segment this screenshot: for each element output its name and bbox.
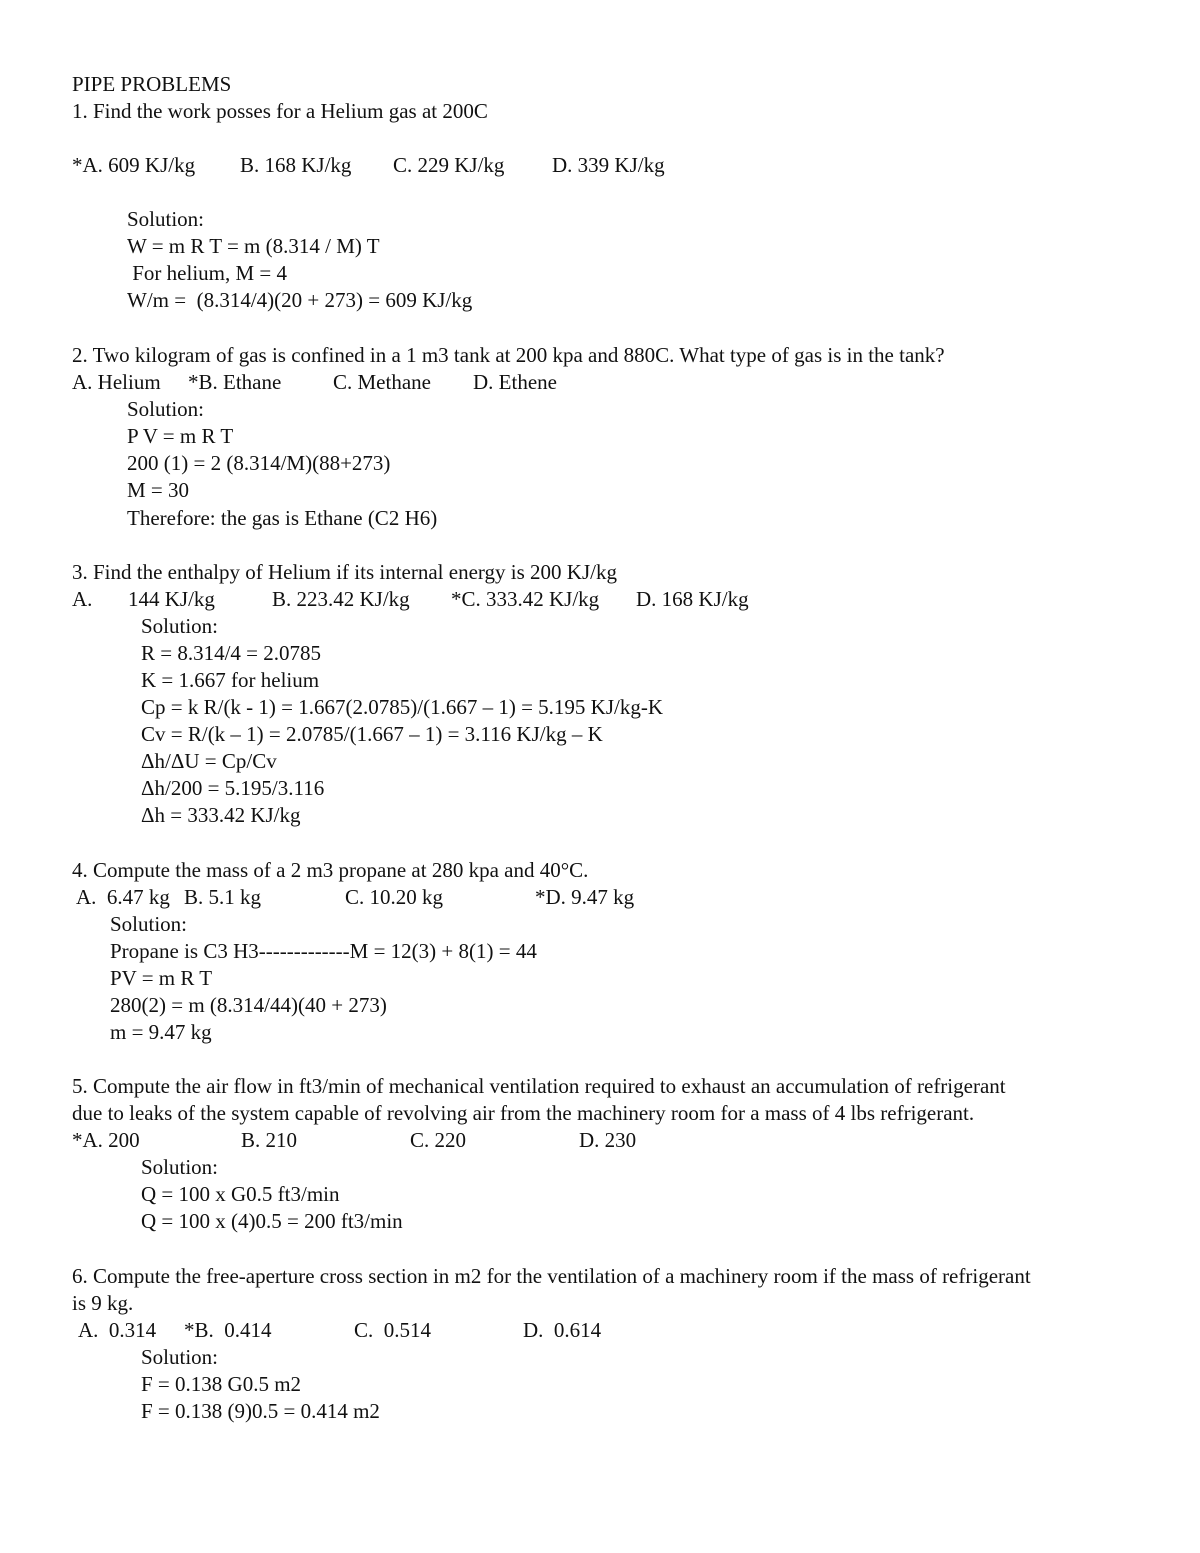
problem-1-solution-line: Solution: bbox=[127, 207, 205, 231]
problem-1-option-b: B. 168 KJ/kg bbox=[240, 153, 352, 177]
problem-2-option-d: D. Ethene bbox=[473, 370, 557, 394]
problem-2-option-a: A. Helium bbox=[72, 370, 161, 394]
problem-3-option-b: B. 223.42 KJ/kg bbox=[272, 587, 410, 611]
problem-6-option-c: C. 0.514 bbox=[354, 1318, 432, 1342]
problem-3-option-d: D. 168 KJ/kg bbox=[636, 587, 749, 611]
problem-4-solution-line: Propane is C3 H3-------------M = 12(3) + 8(1) = 44 bbox=[110, 939, 537, 963]
problem-3-option-a-label: A. bbox=[72, 587, 93, 611]
problem-1-solution-line: W/m = (8.314/4)(20 + 273) = 609 KJ/kg bbox=[127, 288, 473, 312]
problem-5-option-b: B. 210 bbox=[241, 1128, 298, 1152]
problem-6-question-line: is 9 kg. bbox=[72, 1291, 134, 1315]
page-title: PIPE PROBLEMS bbox=[72, 72, 232, 96]
problem-3-solution-line: Δh/ΔU = Cp/Cv bbox=[141, 749, 277, 773]
problem-4-solution-line: PV = m R T bbox=[110, 966, 213, 990]
problem-5-solution-line: Q = 100 x G0.5 ft3/min bbox=[141, 1182, 340, 1206]
problem-2-solution-line: Solution: bbox=[127, 397, 205, 421]
problem-5-option-d: D. 230 bbox=[579, 1128, 637, 1152]
problem-5-question-line: 5. Compute the air flow in ft3/min of mechanical ventilation required to exhaust an accumulation of refrigerant bbox=[72, 1074, 1006, 1098]
problem-1-solution-line: W = m R T = m (8.314 / M) T bbox=[127, 234, 380, 258]
problem-3-solution-line: K = 1.667 for helium bbox=[141, 668, 320, 692]
problem-3-solution-line: Cv = R/(k – 1) = 2.0785/(1.667 – 1) = 3.116 KJ/kg – K bbox=[141, 722, 603, 746]
problem-4-option-b: B. 5.1 kg bbox=[184, 885, 262, 909]
problem-2-question: 2. Two kilogram of gas is confined in a 1 m3 tank at 200 kpa and 880C. What type of gas is in the tank? bbox=[72, 343, 945, 367]
problem-4-solution-line: 280(2) = m (8.314/44)(40 + 273) bbox=[110, 993, 387, 1017]
problem-3-question: 3. Find the enthalpy of Helium if its internal energy is 200 KJ/kg bbox=[72, 560, 617, 584]
problem-3-solution-line: Solution: bbox=[141, 614, 219, 638]
problem-6-option-b: *B. 0.414 bbox=[184, 1318, 272, 1342]
problem-6-option-d: D. 0.614 bbox=[523, 1318, 602, 1342]
problem-4-solution-line: m = 9.47 kg bbox=[110, 1020, 212, 1044]
problem-4-option-c: C. 10.20 kg bbox=[345, 885, 444, 909]
problem-1-option-a: *A. 609 KJ/kg bbox=[72, 153, 196, 177]
problem-3-option-a: 144 KJ/kg bbox=[128, 587, 215, 611]
problem-6-solution-line: Solution: bbox=[141, 1345, 219, 1369]
problem-3-solution-line: Cp = k R/(k - 1) = 1.667(2.0785)/(1.667 – 1) = 5.195 KJ/kg-K bbox=[141, 695, 663, 719]
problem-6-question-line: 6. Compute the free-aperture cross section in m2 for the ventilation of a machinery room if the mass of refrigerant bbox=[72, 1264, 1031, 1288]
problem-3-solution-line: Δh = 333.42 KJ/kg bbox=[141, 803, 301, 827]
problem-1-option-c: C. 229 KJ/kg bbox=[393, 153, 505, 177]
problem-4-solution-line: Solution: bbox=[110, 912, 188, 936]
problem-2-solution-line: P V = m R T bbox=[127, 424, 234, 448]
problem-6-solution-line: F = 0.138 G0.5 m2 bbox=[141, 1372, 302, 1396]
problem-2-option-c: C. Methane bbox=[333, 370, 431, 394]
problem-6-solution-line: F = 0.138 (9)0.5 = 0.414 m2 bbox=[141, 1399, 380, 1423]
problem-5-question-line: due to leaks of the system capable of revolving air from the machinery room for a mass of 4 lbs refrigerant. bbox=[72, 1101, 975, 1125]
problem-5-option-c: C. 220 bbox=[410, 1128, 467, 1152]
problem-4-option-d: *D. 9.47 kg bbox=[535, 885, 635, 909]
problem-1-option-d: D. 339 KJ/kg bbox=[552, 153, 665, 177]
problem-4-question: 4. Compute the mass of a 2 m3 propane at 280 kpa and 40°C. bbox=[72, 858, 589, 882]
problem-5-option-a: *A. 200 bbox=[72, 1128, 140, 1152]
problem-2-solution-line: 200 (1) = 2 (8.314/M)(88+273) bbox=[127, 451, 391, 475]
problem-2-option-b: *B. Ethane bbox=[188, 370, 282, 394]
problem-3-option-c: *C. 333.42 KJ/kg bbox=[451, 587, 600, 611]
problem-1-question: 1. Find the work posses for a Helium gas at 200C bbox=[72, 99, 488, 123]
problem-3-solution-line: Δh/200 = 5.195/3.116 bbox=[141, 776, 325, 800]
problem-3-solution-line: R = 8.314/4 = 2.0785 bbox=[141, 641, 322, 665]
problem-6-option-a: A. 0.314 bbox=[78, 1318, 157, 1342]
problem-2-solution-line: Therefore: the gas is Ethane (C2 H6) bbox=[127, 506, 438, 530]
problem-5-solution-line: Solution: bbox=[141, 1155, 219, 1179]
problem-2-solution-line: M = 30 bbox=[127, 478, 190, 502]
problem-1-solution-line: For helium, M = 4 bbox=[127, 261, 288, 285]
problem-5-solution-line: Q = 100 x (4)0.5 = 200 ft3/min bbox=[141, 1209, 403, 1233]
problem-4-option-a: A. 6.47 kg bbox=[76, 885, 170, 909]
